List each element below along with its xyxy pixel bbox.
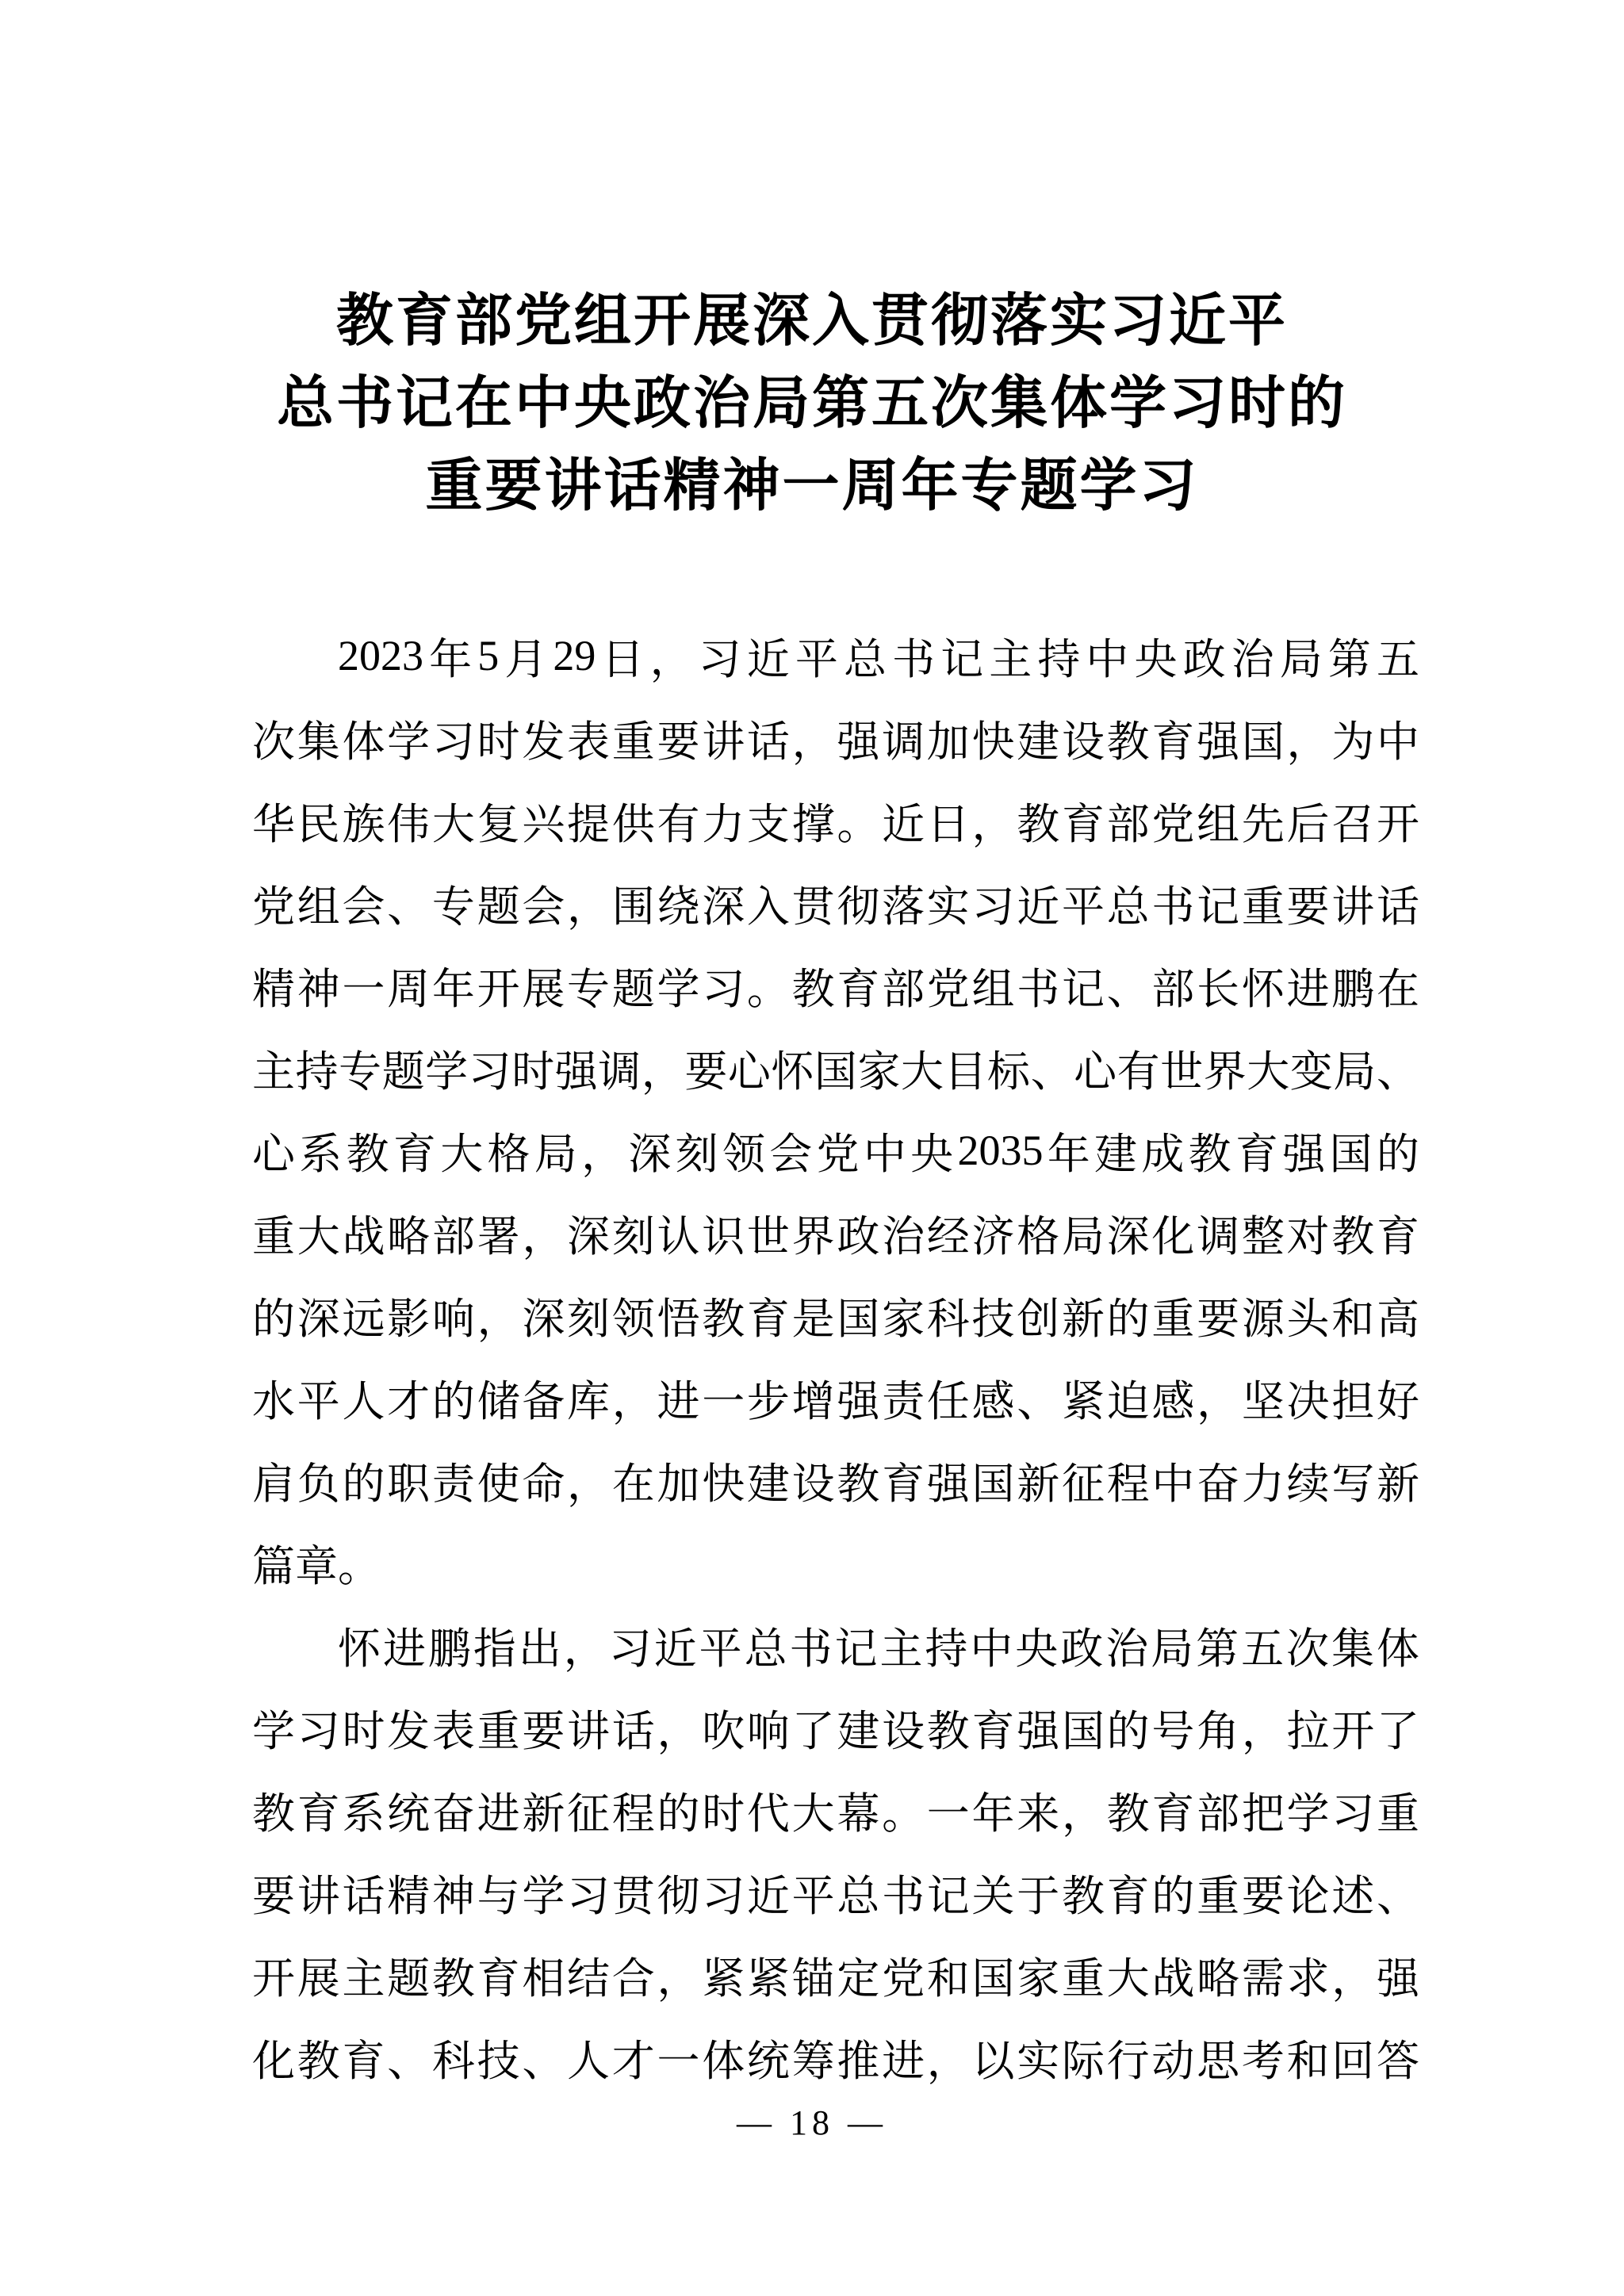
body-text-line: 2023 年 5 月 29 日 ， 习 近 平 总 书 记 主 持 中 央 政 治 局 第 五 xyxy=(338,632,1419,683)
body-text-line: 重 大 战 略 部 署 ， 深 刻 认 识 世 界 政 治 经 济 格 局 深 化 调 整 对 教 育 xyxy=(252,1212,1419,1261)
body-text-line: 学 习 时 发 表 重 要 讲 话 ， 吹 响 了 建 设 教 育 强 国 的 号 角 ， 拉 开 了 xyxy=(252,1707,1419,1755)
body-text-line: 主 持 专 题 学 习 时 强 调 ， 要 心 怀 国 家 大 目 标 、 心 有 世 界 大 变 局 、 xyxy=(252,1047,1419,1096)
body-text-line: 水 平 人 才 的 储 备 库 ， 进 一 步 增 强 责 任 感 、 紧 迫 感 ， 坚 决 担 好 xyxy=(252,1377,1419,1425)
body-text-line: 肩 负 的 职 责 使 命 ， 在 加 快 建 设 教 育 强 国 新 征 程 中 奋 力 续 写 新 xyxy=(252,1460,1419,1508)
body-text-line: 华 民 族 伟 大 复 兴 提 供 有 力 支 撑 。 近 日 ， 教 育 部 党 组 先 后 召 开 xyxy=(252,800,1419,848)
title-line: 重要讲话精神一周年专题学习 xyxy=(425,454,1199,518)
body-text-line: 精 神 一 周 年 开 展 专 题 学 习 。 教 育 部 党 组 书 记 、 部 长 怀 进 鹏 在 xyxy=(252,965,1419,1013)
body-text-line: 要 讲 话 精 神 与 学 习 贯 彻 习 近 平 总 书 记 关 于 教 育 的 重 要 论 述 、 xyxy=(252,1872,1419,1920)
page-footer xyxy=(0,2103,1624,2143)
document-title xyxy=(0,280,1624,527)
page-number: — 18 — xyxy=(737,2103,887,2142)
body-text-line: 心 系 教 育 大 格 局 ， 深 刻 领 会 党 中 央 2035 年 建 成 教 育 强 国 的 xyxy=(252,1127,1419,1178)
body-text-line: 教 育 系 统 奋 进 新 征 程 的 时 代 大 幕 。 一 年 来 ， 教 育 部 把 学 习 重 xyxy=(252,1789,1419,1838)
document-body xyxy=(252,614,1419,2099)
body-text-line: 篇 章 。 xyxy=(252,1542,381,1590)
title-line: 教育部党组开展深入贯彻落实习近平 xyxy=(335,289,1288,353)
body-text-line: 化 教 育 、 科 技 、 人 才 一 体 统 筹 推 进 ， 以 实 际 行 动 思 考 和 回 答 xyxy=(252,2037,1419,2085)
body-text-line: 的 深 远 影 响 ， 深 刻 领 悟 教 育 是 国 家 科 技 创 新 的 重 要 源 头 和 高 xyxy=(252,1295,1419,1343)
body-text-line: 开 展 主 题 教 育 相 结 合 ， 紧 紧 锚 定 党 和 国 家 重 大 战 略 需 求 ， 强 xyxy=(252,1954,1419,2003)
body-text-line: 次 集 体 学 习 时 发 表 重 要 讲 话 ， 强 调 加 快 建 设 教 育 强 国 ， 为 中 xyxy=(252,718,1419,766)
body-text-line: 党 组 会 、 专 题 会 ， 围 绕 深 入 贯 彻 落 实 习 近 平 总 书 记 重 要 讲 话 xyxy=(252,882,1419,931)
body-text-line: 怀 进 鹏 指 出 ， 习 近 平 总 书 记 主 持 中 央 政 治 局 第 五 次 集 体 xyxy=(338,1624,1419,1673)
title-line: 总书记在中央政治局第五次集体学习时的 xyxy=(276,372,1347,435)
